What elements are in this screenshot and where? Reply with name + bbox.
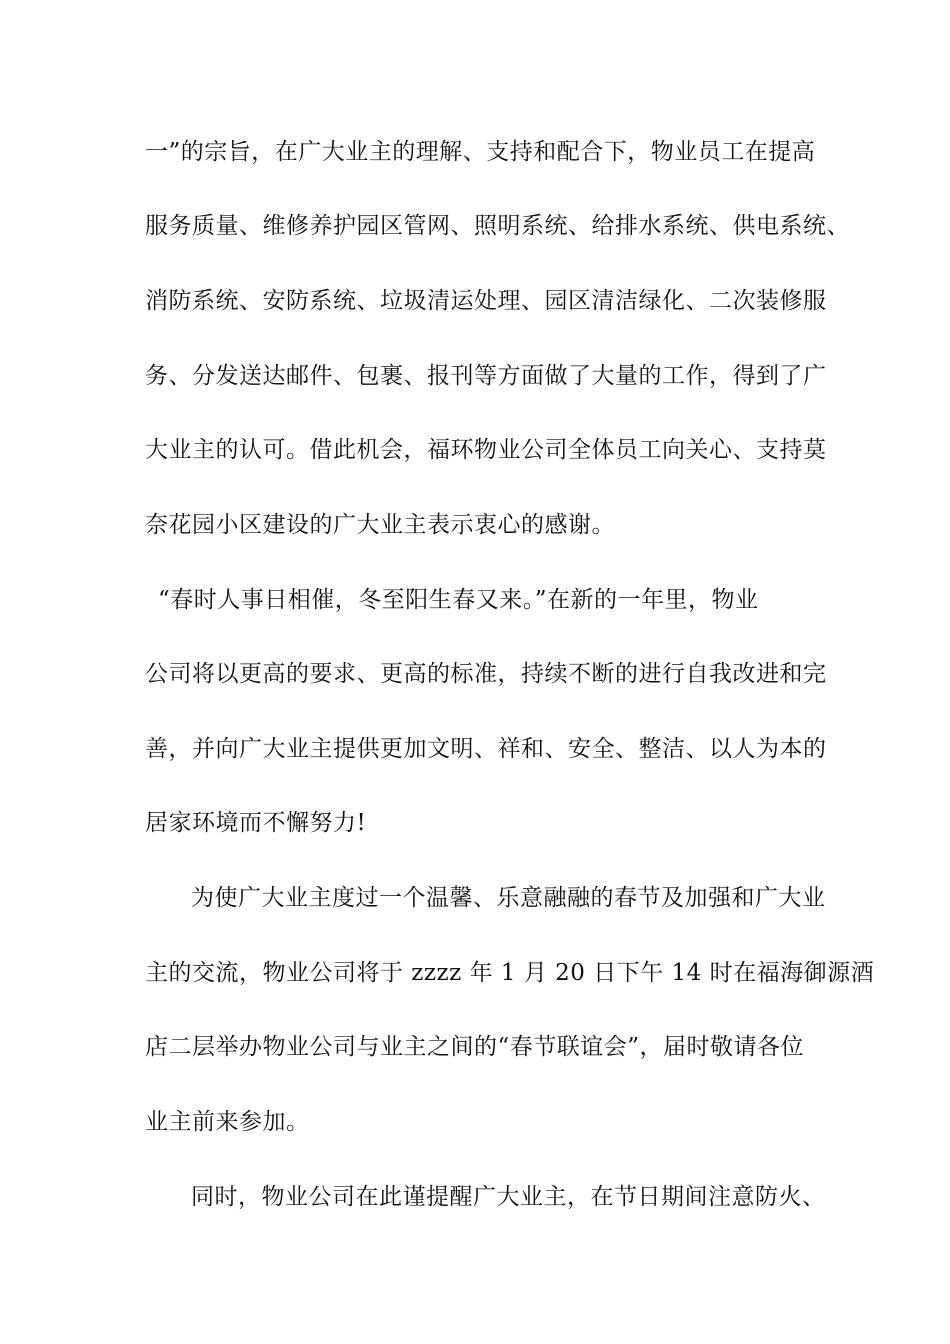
text-line: 务、分发送达邮件、包裹、报刊等方面做了大量的工作，得到了广 — [145, 363, 827, 389]
text-line: 业主前来参加。 — [145, 1109, 310, 1135]
text-line: 善，并向广大业主提供更加文明、祥和、安全、整洁、以人为本的 — [145, 736, 827, 762]
text-line: 店二层举办物业公司与业主之间的“春节联谊会”，届时敬请各位 — [145, 1034, 805, 1060]
text-line: 奈花园小区建设的广大业主表示衷心的感谢。 — [145, 512, 615, 538]
text-line: 公司将以更高的要求、更高的标准，持续不断的进行自我改进和完 — [145, 661, 827, 687]
text-line: “春时人事日相催，冬至阳生春又来。”在新的一年里，物业 — [158, 587, 759, 613]
text-line: 一”的宗旨，在广大业主的理解、支持和配合下，物业员工在提高 — [145, 139, 816, 165]
text-line: 为使广大业主度过一个温馨、乐意融融的春节及加强和广大业 — [191, 885, 826, 911]
text-line: 主的交流，物业公司将于 zzzz 年 1 月 20 日下午 14 时在福海御源酒 — [145, 960, 875, 986]
text-line: 大业主的认可。借此机会，福环物业公司全体员工向关心、支持莫 — [145, 437, 827, 463]
text-line: 同时，物业公司在此谨提醒广大业主，在节日期间注意防火、 — [191, 1184, 826, 1210]
text-line: 服务质量、维修养护园区管网、照明系统、给排水系统、供电系统、 — [145, 213, 850, 239]
text-line: 居家环境而不懈努力! — [145, 810, 367, 836]
text-line: 消防系统、安防系统、垃圾清运处理、园区清洁绿化、二次装修服 — [145, 288, 827, 314]
